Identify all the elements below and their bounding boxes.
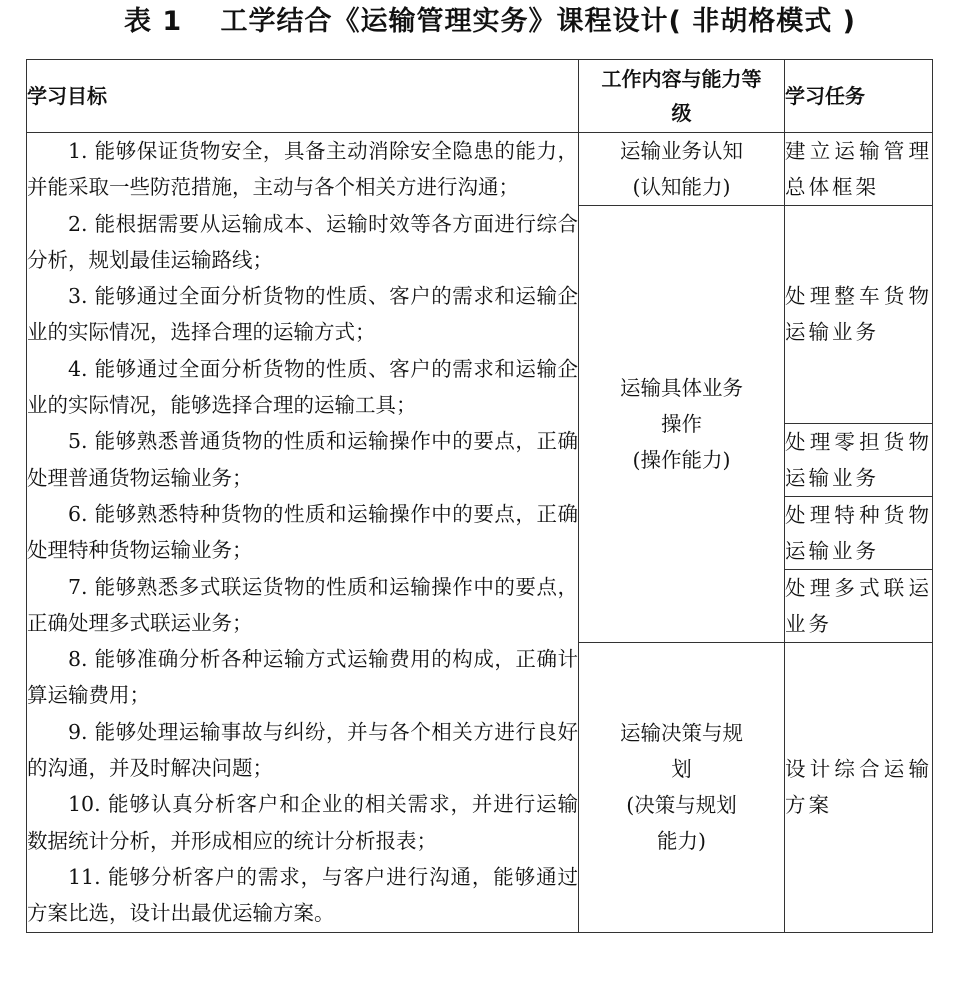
content-line: 能力) (657, 829, 706, 854)
header-row (27, 60, 933, 133)
learning-goals-cell (27, 133, 579, 933)
work-content-cognition (579, 133, 785, 206)
header-learning-goals: 学习目标 (27, 60, 579, 133)
table-row (27, 133, 933, 206)
goal-item: 6. 能够熟悉特种货物的性质和运输操作中的要点，正确处理特种货物运输业务； (27, 501, 578, 563)
content-line: (操作能力) (632, 447, 731, 472)
content-line: (认知能力) (632, 175, 731, 199)
task-cell: 处理整车货物运输业务 (785, 206, 933, 424)
header-work-content-line1: 工作内容与能力等 (601, 67, 762, 91)
goal-item: 3. 能够通过全面分析货物的性质、客户的需求和运输企业的实际情况，选择合理的运输方式； (27, 284, 578, 345)
task-cell: 处理特种货物运输业务 (785, 496, 933, 569)
task-cell: 处理多式联运业务 (785, 569, 933, 642)
goal-item: 8. 能够准确分析各种运输方式运输费用的构成，正确计算运输费用； (27, 647, 578, 708)
content-line: 运输业务认知 (620, 139, 743, 163)
goal-item: 2. 能根据需要从运输成本、运输时效等各方面进行综合分析，规划最佳运输路线； (27, 211, 578, 272)
task-cell: 设计综合运输方案 (785, 642, 933, 932)
goal-item: 1. 能够保证货物安全，具备主动消除安全隐患的能力，并能采取一些防范措施，主动与各个相关方进行沟通； (27, 139, 578, 200)
content-line: (决策与规划 (626, 793, 737, 818)
header-learning-tasks: 学习任务 (785, 60, 933, 133)
content-line: 运输决策与规 (620, 721, 743, 746)
content-line: 运输具体业务 (620, 375, 743, 400)
goal-item: 4. 能够通过全面分析货物的性质、客户的需求和运输企业的实际情况，能够选择合理的运输工具； (27, 356, 578, 418)
work-content-operation (579, 206, 785, 643)
course-design-table (26, 59, 933, 933)
content-line: 操作 (661, 411, 702, 436)
table-caption: 表 1 工学结合《运输管理实务》课程设计( 非胡格模式 ) (123, 6, 857, 37)
goal-item: 11. 能够分析客户的需求，与客户进行沟通，能够通过方案比选，设计出最优运输方案。 (27, 864, 578, 926)
goal-item: 9. 能够处理运输事故与纠纷，并与各个相关方进行良好的沟通，并及时解决问题； (27, 719, 578, 781)
goal-item: 10. 能够认真分析客户和企业的相关需求，并进行运输数据统计分析，并形成相应的统计分析报表； (27, 792, 578, 853)
content-line: 划 (671, 757, 692, 782)
task-cell: 建立运输管理总体框架 (785, 133, 933, 206)
goal-item: 7. 能够熟悉多式联运货物的性质和运输操作中的要点，正确处理多式联运业务； (27, 574, 578, 635)
goal-item: 5. 能够熟悉普通货物的性质和运输操作中的要点，正确处理普通货物运输业务； (27, 429, 578, 490)
work-content-planning (579, 642, 785, 932)
header-work-content (579, 60, 785, 133)
task-cell: 处理零担货物运输业务 (785, 423, 933, 496)
header-work-content-line2: 级 (671, 101, 692, 125)
